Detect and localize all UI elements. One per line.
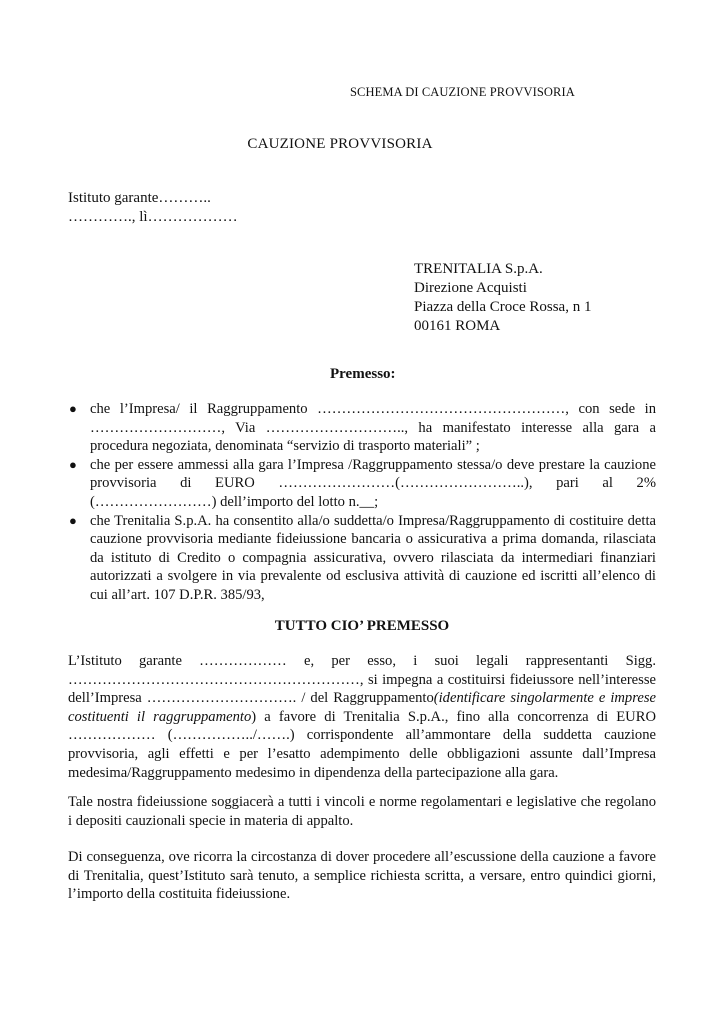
bullet-icon: ● xyxy=(69,401,77,416)
paragraph-guarantee xyxy=(68,652,656,782)
paragraph-text: L’Istituto garante ……………… e, per esso, i suoi legali rappresentanti Sigg. ……………………………………………………, si impegna a costituirsi fideiussore nell’interesse dell’Impresa …………………………. / del Raggruppamento xyxy=(68,653,656,707)
list-item-text: che l’Impresa/ il Raggruppamento ……………………………………………, con sede in ………………………, Via ……………………….., ha manifestato interesse alla gara a procedura negoziata, denominata “servizio di trasporto materiali” ; xyxy=(90,401,656,455)
recipient-street: Piazza della Croce Rossa, n 1 xyxy=(414,299,592,315)
list-item xyxy=(68,456,656,512)
main-title: CAUZIONE PROVVISORIA xyxy=(247,136,433,152)
bullet-icon: ● xyxy=(69,456,77,472)
recipient-name: TRENITALIA S.p.A. xyxy=(414,261,543,277)
premesso-heading: Premesso: xyxy=(330,366,396,382)
list-item-text: che per essere ammessi alla gara l’Impresa /Raggruppamento stessa/o deve prestare la cauzione provvisoria di EURO ……………………(……………………..), pari al 2% (……………………) dell’importo del lotto n.__; xyxy=(90,456,656,510)
tutto-heading: TUTTO CIO’ PREMESSO xyxy=(274,618,450,634)
paragraph-italic-note: (identificare singolarmente e imprese costituenti il raggruppamento xyxy=(68,690,656,725)
bullet-icon: ● xyxy=(69,512,77,528)
list-item-text: che Trenitalia S.p.A. ha consentito alla/o suddetta/o Impresa/Raggruppamento di costituire detta cauzione provvisoria mediante fideiussione bancaria o assicurativa a prima domanda, rilasciata da istituto di Credito o compagnia assicurativa, ovvero rilasciata da intermediari finanziari autorizzati a svolgere in via prevalente od esclusiva attività di cauzione ed iscritti all’elenco di cui all’art. 107 D.P.R. 385/93, xyxy=(90,512,656,603)
list-item xyxy=(68,512,656,605)
paragraph-consequences: Di conseguenza, ove ricorra la circostanza di dover procedere all’escussione della cauzione a favore di Trenitalia, quest’Istituto sarà tenuto, a semplice richiesta scritta, a versare, entro quindici giorni, l’importo della costituita fideiussione. xyxy=(68,849,656,903)
recipient-city: 00161 ROMA xyxy=(414,318,501,334)
list-item xyxy=(68,400,656,456)
issuer-block xyxy=(68,189,238,227)
schema-title: SCHEMA DI CAUZIONE PROVVISORIA xyxy=(350,85,575,99)
paragraph-rules: Tale nostra fideiussione soggiacerà a tutti i vincoli e norme regolamentari e legislative che regolano i depositi cauzionali specie in materia di appalto. xyxy=(68,794,656,829)
recipient-department: Direzione Acquisti xyxy=(414,280,527,296)
premesso-list xyxy=(68,400,656,605)
recipient-address xyxy=(414,260,591,336)
place-date-line: …………., lì……………… xyxy=(68,209,238,225)
paragraph-text: ) a favore di Trenitalia S.p.A., fino alla concorrenza di EURO ……………… (……………../…….) corrispondente all’ammontare della suddetta cauzione provvisoria, agli effetti e per l’esatto adempimento delle obbligazioni assunte dall’Impresa medesima/Raggruppamento medesimo in dipendenza della partecipazione alla gara. xyxy=(68,708,656,781)
issuer-line: Istituto garante……….. xyxy=(68,190,211,206)
